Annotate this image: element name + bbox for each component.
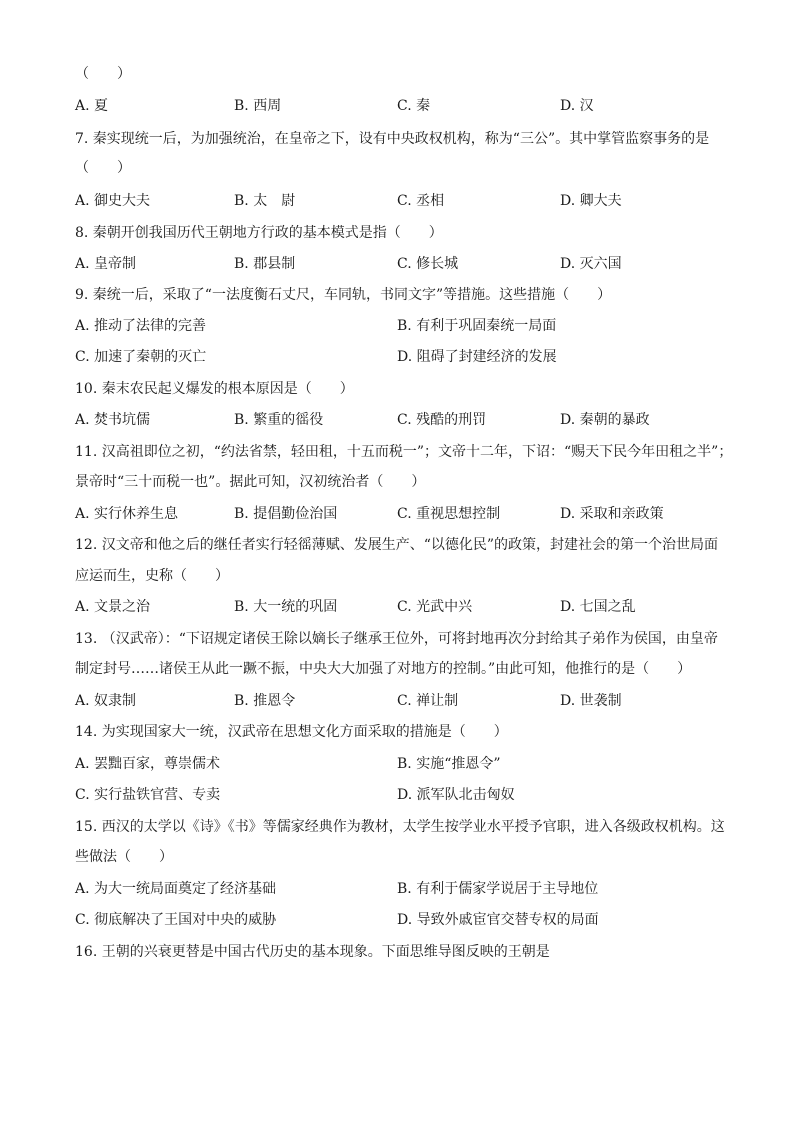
q15-stem-line1: 15. 西汉的太学以《诗》《书》等儒家经典作为教材，太学生按学业水平授予官职，进入各级政权机构。这: [75, 819, 725, 835]
q12-stem-line2: 应运而生，史称（ ）: [75, 568, 229, 584]
q10-option-b: B. 繁重的徭役: [234, 412, 324, 428]
q8-option-c: C. 修长城: [397, 256, 459, 272]
q11-option-a: A. 实行休养生息: [75, 506, 179, 522]
q9-stem: 9. 秦统一后，采取了“一法度衡石丈尺，车同轨，书同文字”等措施。这些措施（ ）: [75, 287, 612, 303]
q11-option-b: B. 提倡勤俭治国: [234, 506, 338, 522]
q10-option-a: A. 焚书坑儒: [75, 412, 151, 428]
q9-options-row2: [75, 347, 735, 367]
q13-option-d: D. 世袭制: [560, 693, 622, 709]
q14-option-b: B. 实施“推恩令”: [397, 756, 501, 772]
q7-option-a: A. 御史大夫: [75, 193, 151, 209]
q11-options: [75, 504, 735, 524]
q11-option-c: C. 重视思想控制: [397, 506, 501, 522]
q14-option-d: D. 派军队北击匈奴: [397, 787, 515, 803]
q12-option-b: B. 大一统的巩固: [234, 599, 338, 615]
q12-option-d: D. 七国之乱: [560, 599, 636, 615]
q6-option-b: B. 西周: [234, 98, 282, 114]
q11-stem-line1: 11. 汉高祖即位之初，“约法省禁，轻田租，十五而税一”；文帝十二年，下诏：“赐天下民今年田租之半”；: [75, 444, 733, 460]
q14-option-a: A. 罢黜百家，尊崇儒术: [75, 756, 221, 772]
q8-stem: 8. 秦朝开创我国历代王朝地方行政的基本模式是指（ ）: [75, 225, 443, 241]
q10-option-c: C. 残酷的刑罚: [397, 412, 487, 428]
q15-option-c: C. 彻底解决了王国对中央的威胁: [75, 912, 277, 928]
q8-options: [75, 254, 735, 274]
q14-options-row2: [75, 785, 735, 805]
q6-option-d: D. 汉: [560, 98, 594, 114]
q13-option-c: C. 禅让制: [397, 693, 459, 709]
q14-options-row1: [75, 754, 735, 774]
q7-option-d: D. 卿大夫: [560, 193, 622, 209]
q10-options: [75, 410, 735, 430]
q12-option-a: A. 文景之治: [75, 599, 151, 615]
q15-stem-line2: 些做法（ ）: [75, 849, 173, 865]
q7-option-c: C. 丞相: [397, 193, 445, 209]
q15-options-row2: [75, 910, 735, 930]
q6-option-c: C. 秦: [397, 98, 431, 114]
q8-option-a: A. 皇帝制: [75, 256, 137, 272]
q8-option-d: D. 灭六国: [560, 256, 622, 272]
q15-option-b: B. 有利于儒家学说居于主导地位: [397, 881, 599, 897]
q6-option-a: A. 夏: [75, 98, 109, 114]
q7-options: [75, 191, 735, 211]
q15-option-d: D. 导致外戚宦官交替专权的局面: [397, 912, 599, 928]
q9-option-b: B. 有利于巩固秦统一局面: [397, 318, 557, 334]
q14-stem: 14. 为实现国家大一统，汉武帝在思想文化方面采取的措施是（ ）: [75, 724, 508, 740]
q9-options-row1: [75, 316, 735, 336]
q8-option-b: B. 郡县制: [234, 256, 296, 272]
q13-option-b: B. 推恩令: [234, 693, 296, 709]
q16-stem: 16. 王朝的兴衰更替是中国古代历史的基本现象。下面思维导图反映的王朝是: [75, 944, 550, 960]
q9-option-d: D. 阻碍了封建经济的发展: [397, 349, 557, 365]
q7-option-b: B. 太 尉: [234, 193, 296, 209]
q13-stem-line1: 13. （汉武帝）：“下诏规定诸侯王除以嫡长子继承王位外，可将封地再次分封给其子弟作为侯国，由皇帝: [75, 631, 718, 647]
q9-option-a: A. 推动了法律的完善: [75, 318, 207, 334]
q15-option-a: A. 为大一统局面奠定了经济基础: [75, 881, 277, 897]
q6-options: [75, 96, 735, 116]
q7-stem-line1: 7. 秦实现统一后，为加强统治，在皇帝之下，设有中央政权机构，称为“三公”。其中掌管监察事务的是: [75, 131, 710, 147]
q13-options: [75, 691, 735, 711]
q13-stem-line2: 制定封号……诸侯王从此一蹶不振，中央大大加强了对地方的控制。”由此可知，他推行的是（ ）: [75, 661, 692, 677]
q14-option-c: C. 实行盐铁官营、专卖: [75, 787, 221, 803]
q10-option-d: D. 秦朝的暴政: [560, 412, 650, 428]
q9-option-c: C. 加速了秦朝的灭亡: [75, 349, 207, 365]
q12-option-c: C. 光武中兴: [397, 599, 473, 615]
q6-stem-tail: （ ）: [75, 66, 131, 82]
q12-options: [75, 597, 735, 617]
q13-option-a: A. 奴隶制: [75, 693, 137, 709]
q10-stem: 10. 秦末农民起义爆发的根本原因是（ ）: [75, 381, 354, 397]
q7-stem-line2: （ ）: [75, 160, 131, 176]
q11-option-d: D. 采取和亲政策: [560, 506, 664, 522]
q11-stem-line2: 景帝时“三十而税一也”。据此可知，汉初统治者（ ）: [75, 474, 426, 490]
q15-options-row1: [75, 879, 735, 899]
q12-stem-line1: 12. 汉文帝和他之后的继任者实行轻徭薄赋、发展生产、“以德化民”的政策，封建社会的第一个治世局面: [75, 537, 719, 553]
